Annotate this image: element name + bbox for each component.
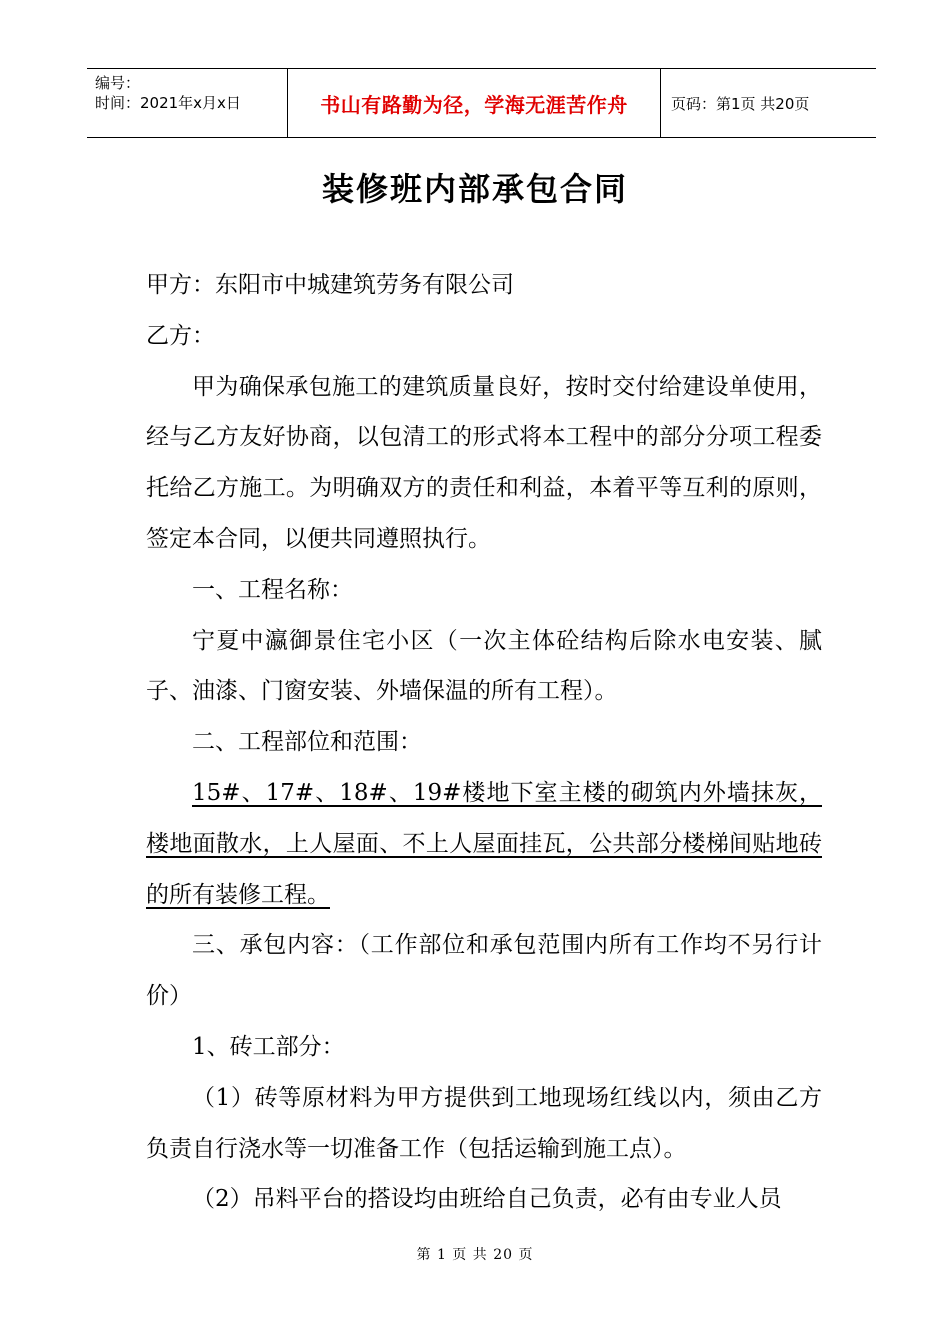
- party-b: 乙方：: [146, 322, 215, 349]
- item-1: （1）砖等原材料为甲方提供到工地现场红线以内，须由乙方负责自行浇水等一切准备工作（包括运输到施工点）。: [146, 1084, 822, 1162]
- intro-paragraph: 甲为确保承包施工的建筑质量良好，按时交付给建设单使用，经与乙方友好协商，以包清工的形式将本工程中的部分分项工程委托给乙方施工。为明确双方的责任和利益，本着平等互利的原则，签定本合同，以便共同遵照执行。: [146, 373, 822, 552]
- header-meta: [95, 73, 241, 113]
- section1-text: 宁夏中瀛御景住宅小区（一次主体砼结构后除水电安装、腻子、油漆、门窗安装、外墙保温的所有工程）。: [146, 627, 822, 705]
- document-body: [146, 260, 822, 1225]
- section3-heading: 三、承包内容：（工作部位和承包范围内所有工作均不另行计价）: [146, 932, 822, 1010]
- section2-heading: 二、工程部位和范围：: [192, 729, 422, 756]
- date-label: 时间：2021年x月x日: [95, 94, 241, 112]
- serial-label: 编号：: [95, 74, 141, 92]
- document-title: 装修班内部承包合同: [321, 170, 628, 208]
- header-page-info: 页码：第1页 共20页: [671, 94, 810, 113]
- page-footer: 第 1 页 共 20 页: [416, 1247, 534, 1263]
- section3-1-heading: 1、砖工部分：: [192, 1033, 345, 1060]
- document-header: [87, 68, 876, 138]
- header-divider: [660, 69, 661, 137]
- party-a: 甲方：东阳市中城建筑劳务有限公司: [146, 272, 514, 298]
- section1-heading: 一、工程名称：: [192, 576, 353, 603]
- item-2: （2）吊料平台的搭设均由班给自己负责，必有由专业人员: [192, 1186, 782, 1213]
- header-motto: 书山有路勤为径，学海无涯苦作舟: [320, 92, 628, 117]
- section2-text: 15#、17#、18#、19#楼地下室主楼的砌筑内外墙抹灰，楼地面散水，上人屋面、不上人屋面挂瓦，公共部分楼梯间贴地砖的所有装修工程。: [146, 779, 822, 908]
